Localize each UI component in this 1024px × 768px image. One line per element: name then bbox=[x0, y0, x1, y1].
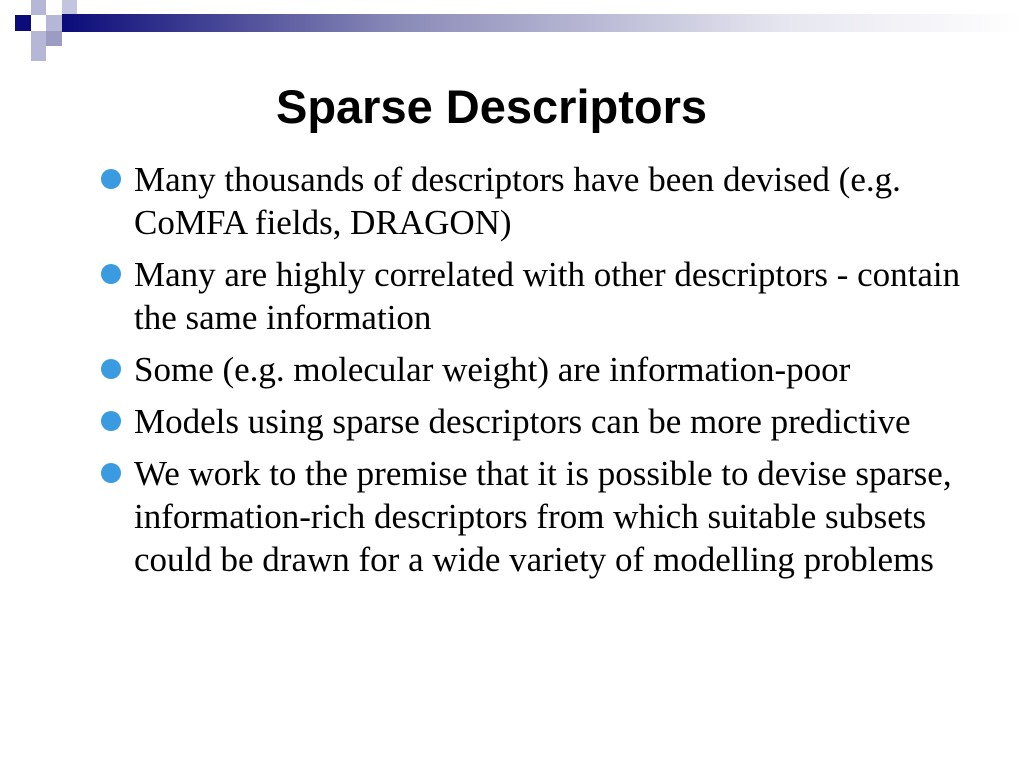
square-mid-1 bbox=[46, 31, 62, 46]
bullet-item bbox=[101, 158, 961, 244]
bullet-item bbox=[101, 400, 961, 443]
bullet-item bbox=[101, 348, 961, 391]
bullet-dot-icon bbox=[101, 359, 121, 379]
bullet-text: Models using sparse descriptors can be more predictive bbox=[134, 402, 911, 441]
bullet-text: Many thousands of descriptors have been devised (e.g. CoMFA fields, DRAGON) bbox=[134, 160, 901, 242]
header-decoration bbox=[0, 0, 1024, 62]
bullet-text: Some (e.g. molecular weight) are information-poor bbox=[134, 350, 851, 389]
bullet-dot-icon bbox=[101, 264, 121, 284]
bullet-item bbox=[101, 253, 961, 339]
square-light-5 bbox=[31, 46, 46, 61]
gradient-band bbox=[62, 14, 1024, 32]
square-light-4 bbox=[31, 31, 46, 46]
square-light-3 bbox=[62, 0, 77, 14]
bullet-text: We work to the premise that it is possible to devise sparse, information-rich descriptors from which suitable subsets could be drawn for a wide variety of modelling problems bbox=[134, 454, 952, 579]
bullet-dot-icon bbox=[101, 463, 121, 483]
bullet-dot-icon bbox=[101, 411, 121, 431]
bullet-text: Many are highly correlated with other descriptors - contain the same information bbox=[134, 255, 961, 337]
bullet-dot-icon bbox=[101, 169, 121, 189]
bullet-list bbox=[101, 158, 961, 590]
square-light-1 bbox=[31, 0, 46, 15]
square-light-2 bbox=[46, 15, 62, 31]
square-dark-1 bbox=[15, 15, 31, 31]
bullet-item bbox=[101, 452, 961, 581]
slide-title: Sparse Descriptors bbox=[275, 80, 708, 133]
